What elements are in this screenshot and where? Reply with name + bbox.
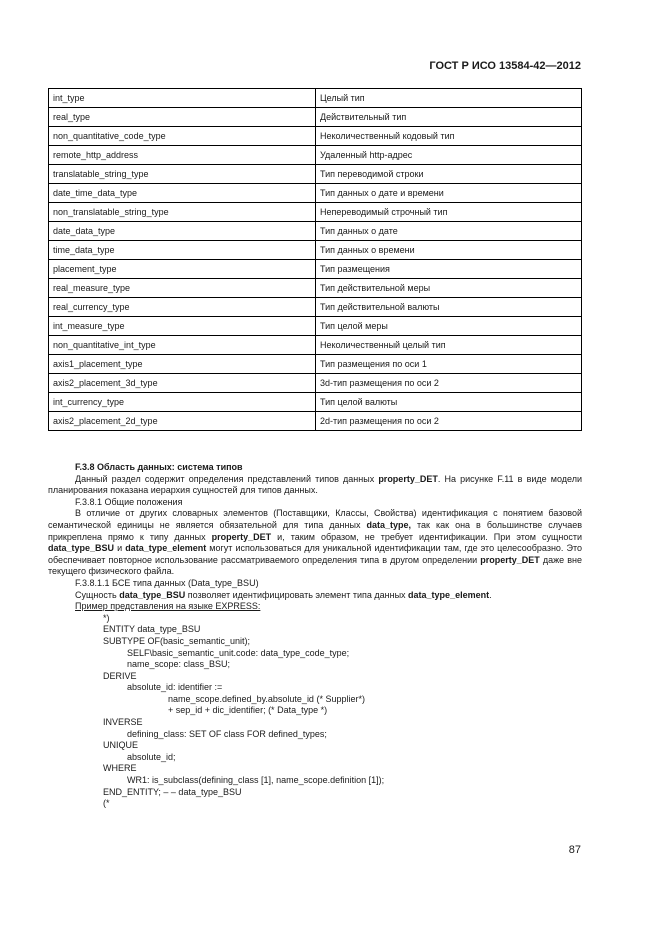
text: позволяет идентифицировать элемент типа данных — [185, 589, 409, 600]
text: Данный раздел содержит определения представлений типов данных — [75, 473, 379, 484]
type-description-cell: Тип целой валюты — [316, 393, 582, 412]
term: data_type, — [366, 519, 412, 530]
type-name-cell: date_time_data_type — [49, 184, 316, 203]
type-name-cell: time_data_type — [49, 241, 316, 260]
subsection-title: F.3.8.1.1 БСЕ типа данных (Data_type_BSU) — [75, 577, 259, 588]
paragraph-intro — [48, 474, 582, 497]
text: Сущность — [75, 589, 120, 600]
type-name-cell: int_type — [49, 89, 316, 108]
data-type-table-body — [49, 89, 582, 431]
type-description-cell: Тип данных о дате и времени — [316, 184, 582, 203]
term: property_DET — [211, 531, 272, 542]
text: В отличие от других словарных элементов (Поставщики, Классы, Свойства) идентификация с понятием базовой семантической единицы не является обязательной для типа данных — [48, 508, 582, 530]
type-name-cell: date_data_type — [49, 222, 316, 241]
table-row — [49, 203, 582, 222]
data-type-table — [48, 88, 582, 431]
table-row — [49, 298, 582, 317]
code-line: WHERE — [103, 763, 137, 774]
type-description-cell: 2d-тип размещения по оси 2 — [316, 412, 582, 431]
type-description-cell: 3d-тип размещения по оси 2 — [316, 374, 582, 393]
code-line: INVERSE — [103, 717, 143, 728]
type-name-cell: int_currency_type — [49, 393, 316, 412]
text: так как она в большинстве случаев прикреплена прямо к типу данных — [48, 519, 582, 542]
document-header: ГОСТ Р ИСО 13584-42—2012 — [429, 60, 581, 72]
code-line: WR1: is_subclass(defining_class [1], name_scope.definition [1]); — [127, 775, 385, 786]
type-description-cell: Целый тип — [316, 89, 582, 108]
type-description-cell: Тип действительной меры — [316, 279, 582, 298]
page-number: 87 — [568, 844, 581, 856]
table-row — [49, 336, 582, 355]
type-description-cell: Тип действительной валюты — [316, 298, 582, 317]
subsection-title: F.3.8.1 Общие положения — [75, 496, 183, 507]
type-name-cell: real_type — [49, 108, 316, 127]
type-description-cell: Неколичественный кодовый тип — [316, 127, 582, 146]
type-description-cell: Тип данных о времени — [316, 241, 582, 260]
type-name-cell: non_quantitative_int_type — [49, 336, 316, 355]
express-code — [48, 613, 582, 810]
type-description-cell: Тип размещения — [316, 260, 582, 279]
table-row — [49, 89, 582, 108]
table-row — [49, 146, 582, 165]
type-description-cell: Действительный тип — [316, 108, 582, 127]
type-name-cell: real_measure_type — [49, 279, 316, 298]
table-row — [49, 222, 582, 241]
code-line: + sep_id + dic_identifier; (* Data_type *) — [168, 705, 328, 716]
table-row — [49, 412, 582, 431]
table-row — [49, 165, 582, 184]
type-name-cell: axis2_placement_3d_type — [49, 374, 316, 393]
code-line: ENTITY data_type_BSU — [103, 624, 201, 635]
table-row — [49, 184, 582, 203]
text: могут использоваться для уникальной идентификации там, где это целесообразно. Это обеспечивает повторное использование рассматриваемого определения типа в другом определении — [48, 543, 582, 565]
code-line: SELF\basic_semantic_unit.code: data_type_code_type; — [127, 647, 350, 658]
table-row — [49, 317, 582, 336]
table-row — [49, 127, 582, 146]
type-name-cell: non_translatable_string_type — [49, 203, 316, 222]
type-name-cell: real_currency_type — [49, 298, 316, 317]
text: . — [489, 589, 492, 600]
text: и, таким образом, не требует идентификации. При этом сущности — [271, 531, 582, 542]
paragraph-general — [48, 508, 582, 578]
type-name-cell: remote_http_address — [49, 146, 316, 165]
code-line: UNIQUE — [103, 740, 139, 751]
text: . На рисунке F.11 в виде модели планирования показана иерархия сущностей для типов данных. — [48, 473, 582, 496]
text: и — [114, 543, 126, 554]
table-row — [49, 260, 582, 279]
type-description-cell: Тип размещения по оси 1 — [316, 355, 582, 374]
term: data_type_element — [125, 543, 207, 554]
type-description-cell: Тип переводимой строки — [316, 165, 582, 184]
code-line: name_scope.defined_by.absolute_id (* Supplier*) — [168, 693, 365, 704]
code-line: absolute_id; — [127, 751, 176, 762]
table-row — [49, 279, 582, 298]
code-line: defining_class: SET OF class FOR defined_types; — [127, 728, 327, 739]
type-name-cell: axis1_placement_type — [49, 355, 316, 374]
term: property_DET — [480, 554, 540, 565]
example-label: Пример представления на языке EXPRESS: — [75, 601, 261, 612]
table-row — [49, 393, 582, 412]
code-line: END_ENTITY; – – data_type_BSU — [103, 786, 242, 797]
type-name-cell: int_measure_type — [49, 317, 316, 336]
paragraph-bsu — [48, 590, 582, 602]
type-description-cell: Неколичественный целый тип — [316, 336, 582, 355]
table-row — [49, 374, 582, 393]
section-title: F.3.8 Область данных: система типов — [75, 462, 243, 472]
document-body — [48, 462, 582, 810]
type-name-cell: non_quantitative_code_type — [49, 127, 316, 146]
code-line: DERIVE — [103, 670, 137, 681]
text: даже вне текущего физического файла. — [48, 554, 582, 577]
type-description-cell: Непереводимый строчный тип — [316, 203, 582, 222]
code-line: (* — [103, 798, 110, 809]
code-line: *) — [103, 612, 110, 623]
term: property_DET — [378, 473, 438, 484]
code-line: absolute_id: identifier := — [127, 682, 223, 693]
code-line: name_scope: class_BSU; — [127, 659, 231, 670]
term: data_type_BSU — [119, 589, 186, 600]
table-row — [49, 241, 582, 260]
type-name-cell: placement_type — [49, 260, 316, 279]
table-row — [49, 108, 582, 127]
type-description-cell: Удаленный http-адрес — [316, 146, 582, 165]
type-description-cell: Тип целой меры — [316, 317, 582, 336]
term: data_type_element — [408, 589, 490, 600]
table-row — [49, 355, 582, 374]
term: data_type_BSU — [48, 543, 115, 554]
type-name-cell: translatable_string_type — [49, 165, 316, 184]
type-name-cell: axis2_placement_2d_type — [49, 412, 316, 431]
type-description-cell: Тип данных о дате — [316, 222, 582, 241]
code-line: SUBTYPE OF(basic_semantic_unit); — [103, 635, 251, 646]
